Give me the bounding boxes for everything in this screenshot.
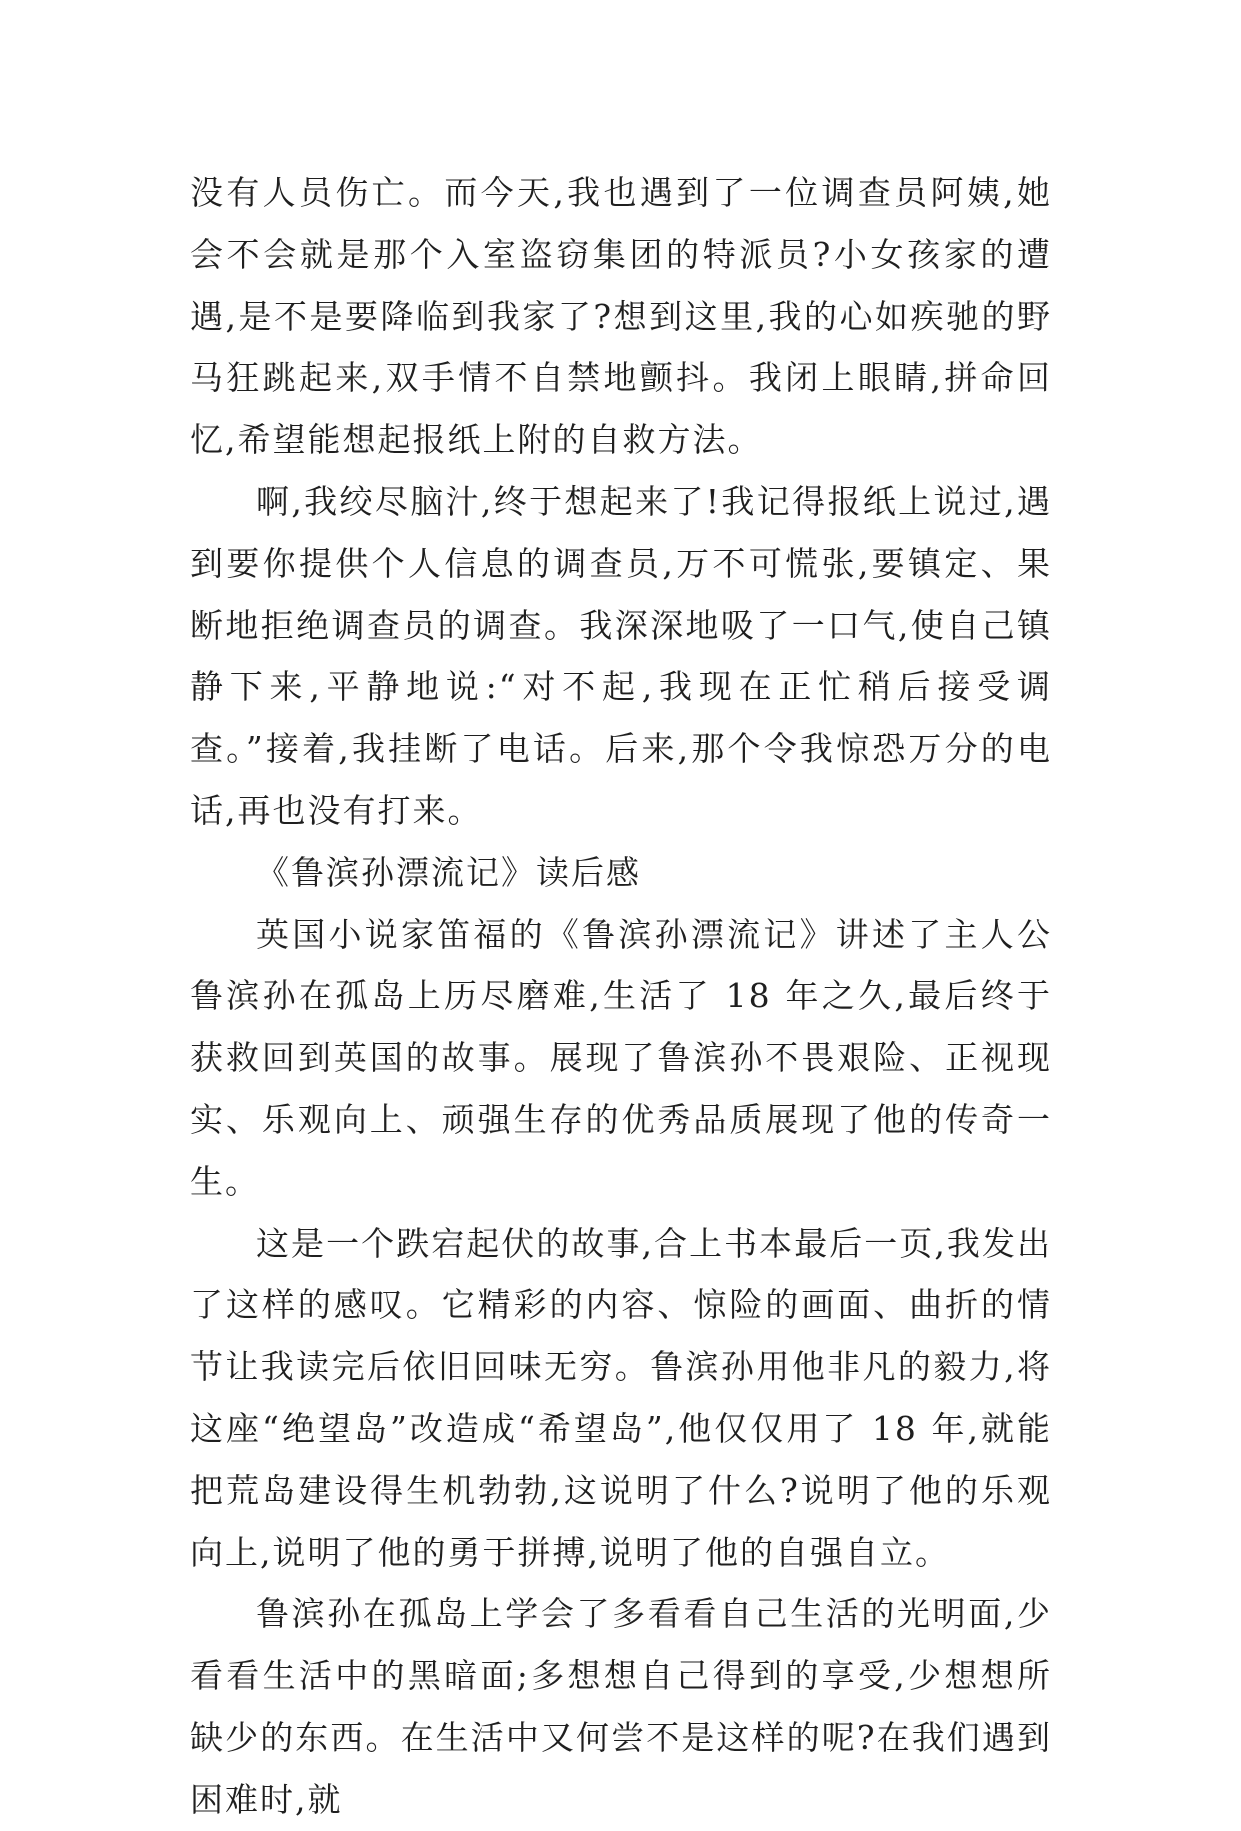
paragraph-continued-story: 没有人员伤亡。而今天,我也遇到了一位调查员阿姨,她会不会就是那个入室盗窃集团的特派员?小女孩家的遭遇,是不是要降临到我家了?想到这里,我的心如疾驰的野马狂跳起来,双手情不自禁地颤抖。我闭上眼睛,拼命回忆,希望能想起报纸上附的自救方法。	[190, 173, 1052, 460]
paragraph-essay-reflection: 这是一个跌宕起伏的故事,合上书本最后一页,我发出了这样的感叹。它精彩的内容、惊险的画面、曲折的情节让我读完后依旧回味无穷。鲁滨孙用他非凡的毅力,将这座“绝望岛”改造成“希望岛”,他仅仅用了 18 年,就能把荒岛建设得生机勃勃,这说明了什么?说明了他的乐观向上,说明了他的勇于拼搏,说明了他的自强自立。	[190, 1223, 1052, 1572]
paragraph-essay-intro: 英国小说家笛福的《鲁滨孙漂流记》讲述了主人公鲁滨孙在孤岛上历尽磨难,生活了 18 年之久,最后终于获救回到英国的故事。展现了鲁滨孙不畏艰险、正视现实、乐观向上、顽强生存的优秀品质展现了他的传奇一生。	[190, 914, 1052, 1201]
paragraph-story-ending: 啊,我绞尽脑汁,终于想起来了!我记得报纸上说过,遇到要你提供个人信息的调查员,万不可慌张,要镇定、果断地拒绝调查员的调查。我深深地吸了一口气,使自己镇静下来,平静地说:“对不起,我现在正忙稍后接受调查。”接着,我挂断了电话。后来,那个令我惊恐万分的电话,再也没有打来。	[190, 481, 1052, 830]
essay-title: 《鲁滨孙漂流记》读后感	[256, 852, 641, 892]
paragraph-essay-lesson: 鲁滨孙在孤岛上学会了多看看自己生活的光明面,少看看生活中的黑暗面;多想想自己得到的享受,少想想所缺少的东西。在生活中又何尝不是这样的呢?在我们遇到困难时,就	[190, 1594, 1052, 1819]
document-body	[190, 162, 1052, 1831]
